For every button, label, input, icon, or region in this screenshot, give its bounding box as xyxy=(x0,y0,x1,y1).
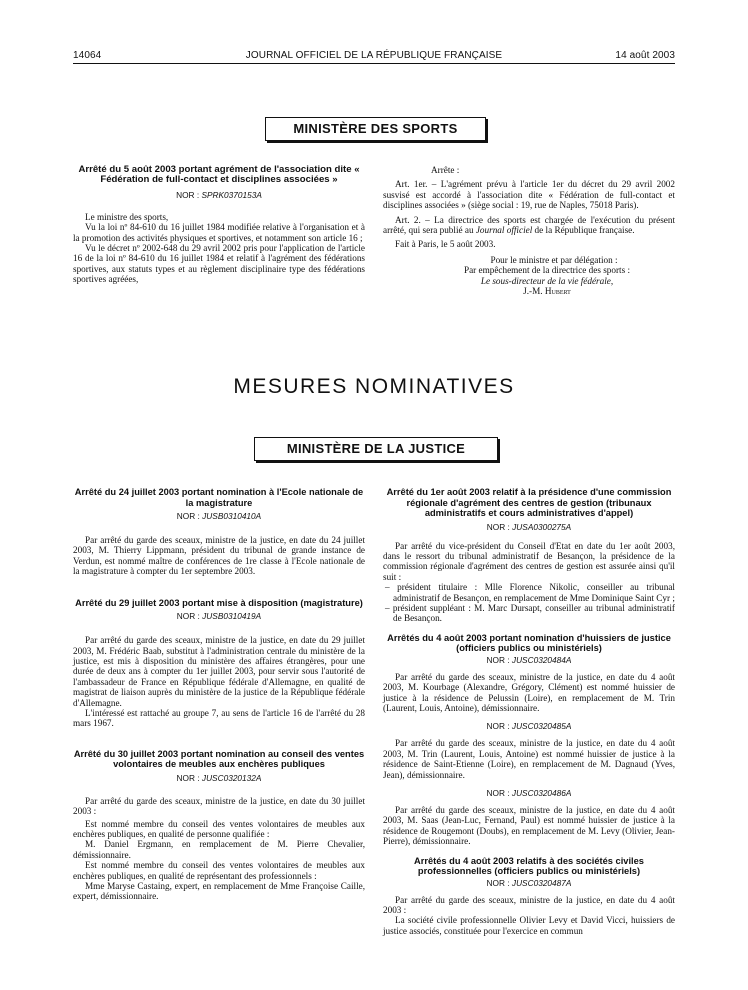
paragraph: M. Daniel Ergmann, en remplacement de M. Pierre Chevalier, démissionnaire. xyxy=(73,839,365,860)
arrete-title: Arrêtés du 4 août 2003 portant nomination d'huissiers de justice (officiers publics ou ministériels) xyxy=(387,632,671,654)
nor-code: JUSC0320485A xyxy=(511,721,572,732)
section-title: MESURES NOMINATIVES xyxy=(233,375,515,398)
nor-reference xyxy=(73,511,365,522)
arrete-title: Arrêté du 1er août 2003 relatif à la présidence d'une commission régionale d'agrément des centres de gestion (tribunaux administratifs et cours administratives d'appel) xyxy=(386,487,672,518)
arrete-title: Arrêté du 30 juillet 2003 portant nomination au conseil des ventes volontaires de meubles aux enchères publiques xyxy=(73,748,365,770)
signature-block xyxy=(383,255,675,297)
article-1: Art. 1er. – L'agrément prévu à l'article 1er du décret du 29 avril 2002 susvisé est accordé à l'association dite « Fédération de full-contact et disciplines associées » (siège social : 19, rue de Naples, 75018 Paris). xyxy=(383,179,675,211)
nor-reference xyxy=(383,721,675,732)
paragraph: Par arrêté du garde des sceaux, ministre de la justice, en date du 24 juillet 2003, M. Thierry Lippmann, président du tribunal de grande instance de Verdun, est nommé maître de conférences de 1re classe à l'Ecole nationale de la magistrature à compter du 1er septembre 2003. xyxy=(73,535,365,577)
paragraph: Mme Maryse Castaing, expert, en remplacement de Mme Françoise Caille, expert, démissionnaire. xyxy=(73,881,365,902)
nor-code: JUSB0310410A xyxy=(202,511,262,521)
arrete-title: Arrêtés du 4 août 2003 relatifs à des sociétés civiles professionnelles (officiers publics ou ministériels) xyxy=(414,855,644,877)
nor-code: JUSC0320132A xyxy=(201,772,262,783)
nor-reference xyxy=(383,788,675,799)
nor-label: NOR : xyxy=(486,654,510,665)
arrete-title: Arrêté du 24 juillet 2003 portant nomination à l'Ecole nationale de la magistrature xyxy=(74,487,364,508)
nor-code: JUSC0320484A xyxy=(511,654,572,665)
arrete-heading: Arrête : xyxy=(431,165,460,175)
signature-line: Par empêchement de la directrice des sports : xyxy=(463,265,631,276)
nor-reference xyxy=(383,655,675,666)
paragraph: Vu le décret nº 2002-648 du 29 avril 2002 pris pour l'application de l'article 16 de la loi nº 84-610 du 16 juillet 1984 et relatif à l'agrément des fédérations sportives, aux statuts types et au règlement disciplinaire type des fédérations sportives agréées, xyxy=(73,243,365,285)
nor-reference xyxy=(383,522,675,533)
ministry-box-sports: MINISTÈRE DES SPORTS xyxy=(265,117,486,141)
sports-right-column xyxy=(383,165,675,296)
paragraph: Par arrêté du garde des sceaux, ministre de la justice, en date du 30 juillet 2003 : xyxy=(73,795,365,817)
paragraph: Par arrêté du vice-président du Conseil d'Etat en date du 1er août 2003, dans le ressort du tribunal administratif de Besançon, la présidence de la commission régionale d'agrément des centres de gestion est assurée ainsi qu'il suit : xyxy=(383,540,675,582)
signatory-name: J.-M. Hubert xyxy=(523,286,571,297)
paragraph: L'intéressé est rattaché au groupe 7, au sens de l'article 16 de l'arrêté du 28 mars 1967. xyxy=(73,707,365,729)
list-item: – président suppléant : M. Marc Dursapt, conseiller au tribunal administratif de Besançon. xyxy=(385,602,675,624)
nor-reference xyxy=(383,878,675,889)
signature-line: Le sous-directeur de la vie fédérale, xyxy=(480,275,614,286)
nor-code: JUSC0320486A xyxy=(511,788,572,798)
paragraph: Vu la loi nº 84-610 du 16 juillet 1984 modifiée relative à l'organisation et à la promotion des activités physiques et sportives, et notamment son article 16 ; xyxy=(73,222,365,243)
paragraph: Par arrêté du garde des sceaux, ministre de la justice, en date du 4 août 2003 : xyxy=(383,894,675,916)
header-rule xyxy=(73,63,675,64)
president-list xyxy=(383,582,675,624)
nor-label: NOR : xyxy=(176,511,200,521)
nor-code: SPRK0370153A xyxy=(201,189,262,200)
nor-code: JUSA0300275A xyxy=(512,521,572,532)
nor-reference xyxy=(73,190,365,201)
article-2-text: de la République française. xyxy=(532,225,635,236)
nor-label: NOR : xyxy=(486,721,510,732)
nor-label: NOR : xyxy=(176,189,200,200)
paragraph: La société civile professionnelle Olivier Levy et David Vicci, huissiers de justice associés, constituée pour l'exercice en commun xyxy=(383,915,675,936)
signature-line: Pour le ministre et par délégation : xyxy=(490,254,618,265)
nor-reference xyxy=(73,773,365,784)
fait-a: Fait à Paris, le 5 août 2003. xyxy=(395,239,496,250)
paragraph: Est nommé membre du conseil des ventes volontaires de meubles aux enchères publiques, en qualité de personne qualifiée : xyxy=(73,818,365,839)
paragraph: Par arrêté du garde des sceaux, ministre de la justice, en date du 4 août 2003, M. Kourbage (Alexandre, Grégory, Clément) est nommé huissier de justice à la résidence de Pelussin (Loire), en remplacement de M. Trin (Laurent, Louis, Antoine), démissionnaire. xyxy=(383,671,675,713)
arrete-title: Arrêté du 5 août 2003 portant agrément de l'association dite « Fédération de full-contact et disciplines associées » xyxy=(78,164,360,186)
paragraph: Le ministre des sports, xyxy=(85,211,169,222)
page-number: 14064 xyxy=(73,50,102,61)
arrete-title: Arrêté du 29 juillet 2003 portant mise à disposition (magistrature) xyxy=(75,597,363,608)
nor-reference xyxy=(73,611,365,622)
paragraph: Est nommé membre du conseil des ventes volontaires de meubles aux enchères publiques, en qualité de représentant des professionnels : xyxy=(73,860,365,881)
justice-left-column xyxy=(73,487,365,902)
nor-label: NOR : xyxy=(176,772,200,783)
nor-code: JUSC0320487A xyxy=(511,877,572,888)
justice-right-column xyxy=(383,487,675,936)
sports-left-column xyxy=(73,165,365,285)
ministry-box-justice: MINISTÈRE DE LA JUSTICE xyxy=(254,437,498,461)
nor-label: NOR : xyxy=(176,611,200,622)
article-2 xyxy=(383,215,675,236)
article-2-text: Art. 2. – La directrice des sports est chargée de l'exécution du présent arrêté, qui sera publié au xyxy=(383,214,675,236)
nor-label: NOR : xyxy=(486,521,510,532)
issue-date: 14 août 2003 xyxy=(615,50,675,61)
paragraph: Par arrêté du garde des sceaux, ministre de la justice, en date du 4 août 2003, M. Saas (Jean-Luc, Fernand, Paul) est nommé huissier de justice à la résidence de Rougemont (Doubs), en remplacement de M. Levy (Olivier, Jean-Pierre), démissionnaire. xyxy=(383,805,675,847)
nor-code: JUSB0310419A xyxy=(202,611,262,622)
list-item: – président titulaire : Mlle Florence Nikolic, conseiller au tribunal administratif de Besançon, en remplacement de Mme Dominique Saint Cyr ; xyxy=(385,582,675,603)
journal-title: JOURNAL OFFICIEL DE LA RÉPUBLIQUE FRANÇAISE xyxy=(245,50,503,61)
nor-label: NOR : xyxy=(486,788,510,798)
journal-officiel: Journal officiel xyxy=(475,225,533,236)
paragraph: Par arrêté du garde des sceaux, ministre de la justice, en date du 4 août 2003, M. Trin (Laurent, Louis, Antoine) est nommé huissier de justice à la résidence de Saint-Etienne (Loire), en remplacement de M. Dagnaud (Yves, Jean), démissionnaire. xyxy=(383,738,675,780)
nor-label: NOR : xyxy=(486,877,510,888)
paragraph: Par arrêté du garde des sceaux, ministre de la justice, en date du 29 juillet 2003, M. Frédéric Baab, substitut à l'administration centrale du ministère de la justice, est mis à disposition du ministère des affaires étrangères, pour une durée de deux ans à compter du 1er juillet 2003, pour servir sous l'autorité de l'ambassadeur de France en République fédérale d'Allemagne, en qualité de magistrat de liaison auprès du ministère de la justice de la République fédérale d'Allemagne. xyxy=(73,635,365,708)
